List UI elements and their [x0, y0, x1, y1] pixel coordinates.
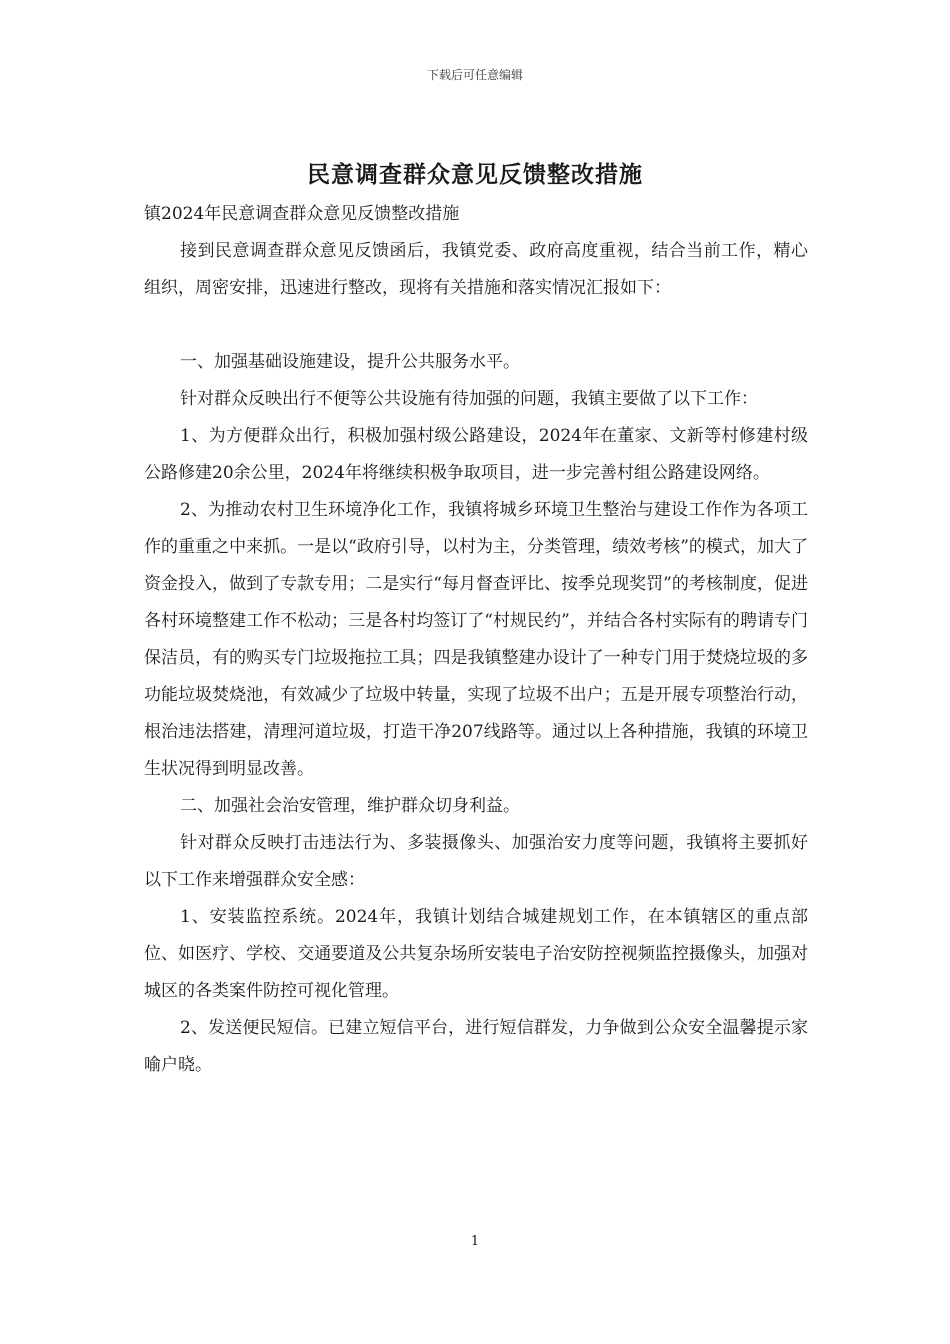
section-2-intro: 针对群众反映打击违法行为、多装摄像头、加强治安力度等问题，我镇将主要抓好以下工作来增强群众安全感：	[144, 833, 808, 890]
document-title: 民意调查群众意见反馈整改措施	[307, 161, 643, 188]
subtitle-paragraph: 镇2024年民意调查群众意见反馈整改措施	[144, 204, 460, 224]
page-number: 1	[470, 1234, 480, 1249]
section-heading-2: 二、加强社会治安管理，维护群众切身利益。	[180, 796, 520, 816]
section-1-item-2: 2、为推动农村卫生环境净化工作，我镇将城乡环境卫生整治与建设工作作为各项工作的重重之中来抓。一是以“政府引导，以村为主，分类管理，绩效考核”的模式，加大了资金投入，做到了专款专用；二是实行“每月督查评比、按季兑现奖罚”的考核制度，促进各村环境整建工作不松动；三是各村均签订了“村规民约”，并结合各村实际有的聘请专门保洁员，有的购买专门垃圾拖拉工具；四是我镇整建办设计了一种专门用于焚烧垃圾的多功能垃圾焚烧池，有效减少了垃圾中转量，实现了垃圾不出户；五是开展专项整治行动，根治违法搭建，清理河道垃圾，打造干净207线路等。通过以上各种措施，我镇的环境卫生状况得到明显改善。	[144, 500, 808, 779]
intro-paragraph: 接到民意调查群众意见反馈函后，我镇党委、政府高度重视，结合当前工作，精心组织，周密安排，迅速进行整改，现将有关措施和落实情况汇报如下：	[144, 241, 808, 298]
section-2-item-2: 2、发送便民短信。已建立短信平台，进行短信群发，力争做到公众安全温馨提示家喻户晓。	[144, 1018, 808, 1075]
header-note: 下载后可任意编辑	[426, 68, 523, 82]
section-1-intro: 针对群众反映出行不便等公共设施有待加强的问题，我镇主要做了以下工作：	[180, 389, 758, 409]
section-1-item-1: 1、为方便群众出行，积极加强村级公路建设，2024年在董家、文新等村修建村级公路修建20余公里，2024年将继续积极争取项目，进一步完善村组公路建设网络。	[144, 426, 808, 483]
section-heading-1: 一、加强基础设施建设，提升公共服务水平。	[180, 352, 520, 372]
document-body	[144, 196, 808, 1084]
section-2-item-1: 1、安装监控系统。2024年，我镇计划结合城建规划工作，在本镇辖区的重点部位、如医疗、学校、交通要道及公共复杂场所安装电子治安防控视频监控摄像头，加强对城区的各类案件防控可视化管理。	[144, 907, 808, 1001]
